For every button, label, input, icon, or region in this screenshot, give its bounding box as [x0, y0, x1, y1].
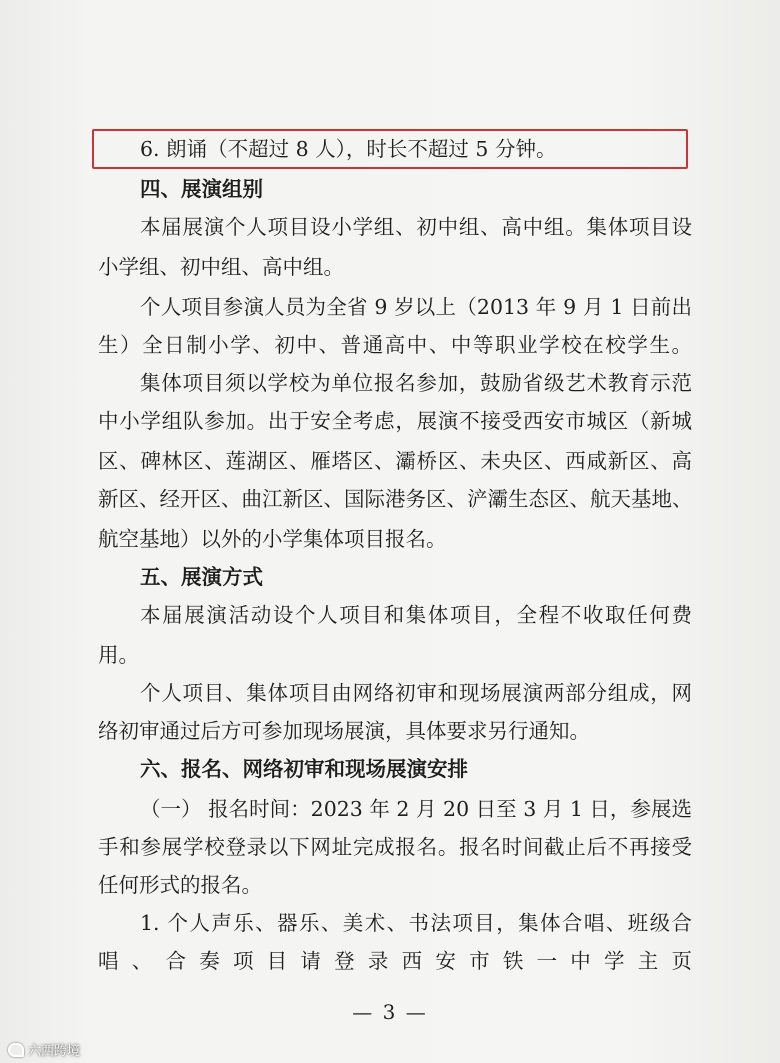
section6-p1-line3: 任何形式的报名。 [98, 873, 262, 897]
watermark [8, 1040, 80, 1059]
section6-p2-line1: 1. 个人声乐、器乐、美术、书法项目，集体合唱、班级合 [140, 911, 692, 935]
section4-p2-line2: 生）全日制小学、初中、普通高中、中等职业学校在校学生。 [98, 333, 692, 357]
section4-p1-line2: 小学组、初中组、高中组。 [98, 255, 344, 279]
watermark-text: 六西跨境 [28, 1044, 81, 1059]
section6-p2-line2: 唱 、 合 奏 项 目 请 登 录 西 安 市 铁 一 中 学 主 页 [98, 949, 692, 973]
section5-p1-line2: 用。 [98, 643, 139, 667]
section5-p1-line1: 本届展演活动设个人项目和集体项目，全程不收取任何费 [140, 603, 692, 627]
section4-heading: 四、展演组别 [140, 177, 263, 201]
section6-p1-line2: 手和参展学校登录以下网址完成报名。报名时间截止后不再接受 [98, 835, 692, 859]
section5-heading: 五、展演方式 [140, 565, 263, 589]
section4-p3-line3: 区、碑林区、莲湖区、雁塔区、灞桥区、未央区、西咸新区、高 [98, 449, 692, 473]
watermark-logo-icon [8, 1043, 24, 1057]
section4-p2-line1: 个人项目参演人员为全省 9 岁以上（2013 年 9 月 1 日前出 [140, 295, 692, 319]
section6-p1-line1: （一） 报名时间：2023 年 2 月 20 日至 3 月 1 日，参展选 [140, 797, 692, 821]
page-number: — 3 — [352, 1000, 428, 1024]
section4-p1-line1: 本届展演个人项目设小学组、初中组、高中组。集体项目设 [140, 215, 692, 239]
section4-p3-line2: 中小学组队参加。出于安全考虑，展演不接受西安市城区（新城 [98, 409, 692, 433]
section6-heading: 六、报名、网络初审和现场展演安排 [140, 757, 468, 781]
section4-p3-line5: 航空基地）以外的小学集体项目报名。 [98, 527, 447, 551]
section4-p3-line1: 集体项目须以学校为单位报名参加，鼓励省级艺术教育示范 [140, 371, 692, 395]
section4-p3-line4: 新区、经开区、曲江新区、国际港务区、浐灞生态区、航天基地、 [98, 487, 692, 511]
section5-p2-line1: 个人项目、集体项目由网络初审和现场展演两部分组成，网 [140, 681, 692, 705]
highlighted-item: 6. 朗诵（不超过 8 人），时长不超过 5 分钟。 [140, 137, 557, 161]
section5-p2-line2: 络初审通过后方可参加现场展演，具体要求另行通知。 [98, 719, 590, 743]
